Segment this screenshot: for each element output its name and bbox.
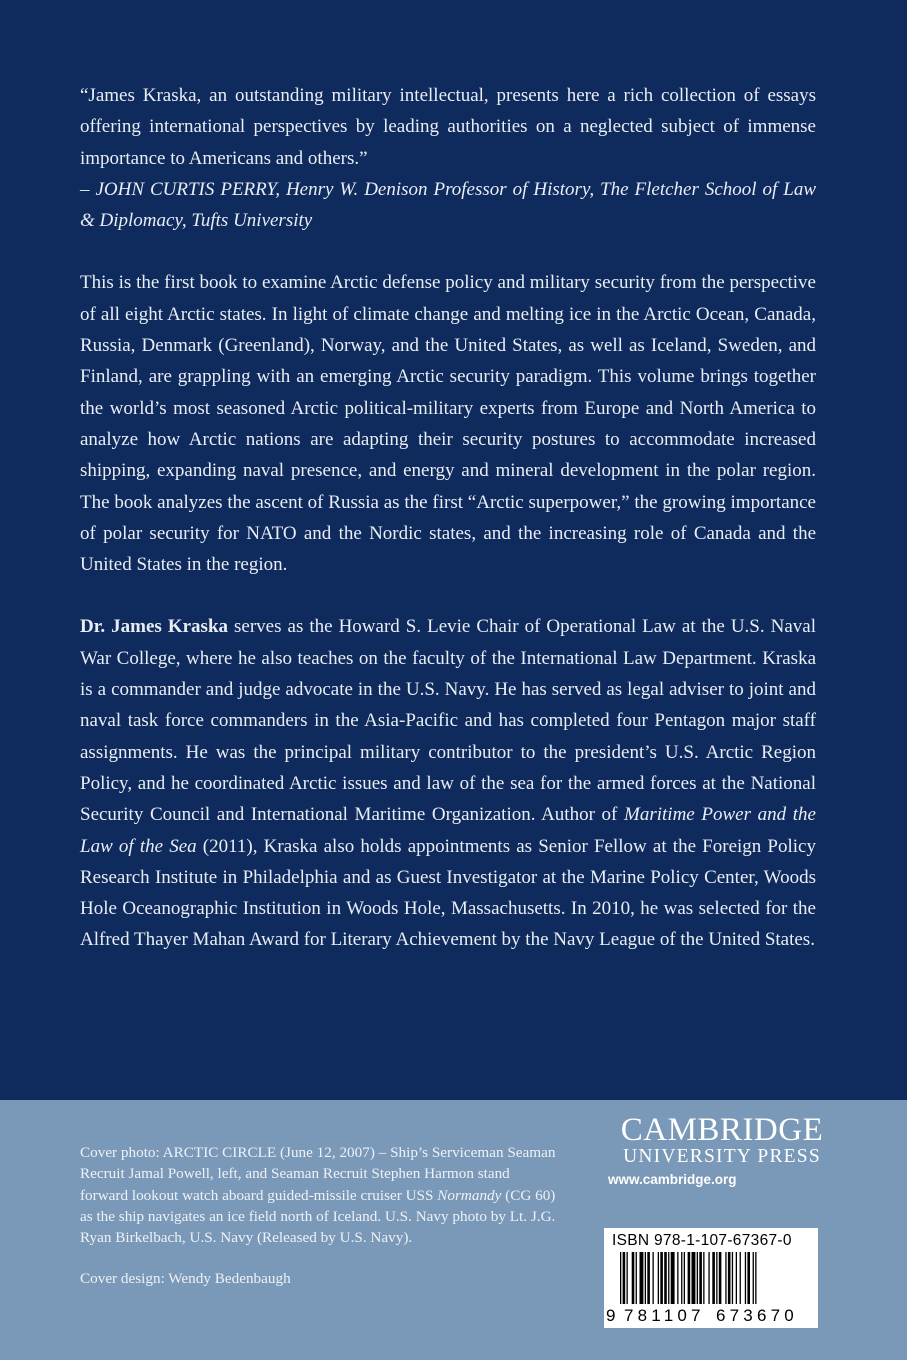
cover-design-credit: Cover design: Wendy Bedenbaugh [80,1270,291,1288]
barcode-bar [664,1252,667,1304]
quote-text: “James Kraska, an outstanding military intellectual, presents here a rich collection of essays offering international perspectives by leading authorities on a neglected subject of immense importance to Americans and others.” [80,85,816,169]
bio-part2: (2011), Kraska also holds appointments as Senior Fellow at the Foreign Policy Research Institute in Philadelphia and as Guest Investigator at the Marine Policy Center, Woods Hole Oceanographic Institution in Woods Hole, Massachusetts. In 2010, he was selected for the Alfred Thayer Mahan Award for Literary Achievement by the Navy League of the United States. [80,835,816,951]
credits [80,1142,560,1290]
barcode-digit-lead: 9 [606,1306,616,1325]
barcode-block [604,1228,818,1328]
barcode-bar [681,1252,682,1304]
barcode-bar [712,1252,715,1304]
barcode-bar [636,1252,637,1304]
text-column [80,80,816,956]
ship-name: Normandy [437,1186,502,1204]
barcode-bar [688,1252,691,1304]
barcode-bar [623,1252,626,1304]
barcode-bar [708,1252,709,1304]
barcode-bar [703,1252,704,1304]
barcode-bar [660,1252,663,1304]
barcode-bar [699,1252,702,1304]
barcode-bar [736,1252,737,1304]
photo-credit-part1: Cover photo: ARCTIC CIRCLE (June 12, 2007) – Ship’s Serviceman Seaman Recruit Jamal Powell, left, and Seaman Recruit Stephen Harmon stand forward lookout watch aboard guided-missile cruiser USS [80,1144,556,1204]
barcode-bar [632,1252,635,1304]
barcode-digits-right: 673670 [716,1306,798,1325]
barcode-bar [658,1252,659,1304]
barcode-bar [668,1252,669,1304]
publisher-logo [606,1114,838,1187]
barcode-bar [645,1252,646,1304]
publisher-press: UNIVERSITY PRESS [623,1146,821,1167]
barcode-bar [620,1252,621,1304]
barcode-bar [747,1252,750,1304]
isbn-label: ISBN 978-1-107-67367-0 [612,1232,792,1249]
quote-attribution: – JOHN CURTIS PERRY, Henry W. Denison Professor of History, The Fletcher School of Law & Diplomacy, Tufts University [80,178,816,232]
barcode-bar [677,1252,678,1304]
barcode-bar [640,1252,644,1304]
publisher-name: CAMBRIDGE [620,1112,824,1148]
barcode-bar [755,1252,756,1304]
book-description: This is the first book to examine Arctic defense policy and military security from the perspective of all eight Arctic states. In light of climate change and melting ice in the Arctic Ocean, Canada, Russia, Denmark (Greenland), Norway, and the United States, as well as Iceland, Sweden, and Finland, are grappling with an emerging Arctic security paradigm. This volume brings together the world’s most seasoned Arctic political-military experts from Europe and North America to analyze how Arctic nations are adapting their security postures to accommodate increased shipping, expanding naval presence, and energy and mineral development in the polar region. The book analyzes the ascent of Russia as the first “Arctic superpower,” the growing importance of polar security for NATO and the Nordic states, and the increasing role of Canada and the United States in the region. [80,272,816,576]
publisher-url: www.cambridge.org [608,1172,737,1187]
barcode-bar [653,1252,654,1304]
endorsement-quote [80,80,816,236]
barcode-bar [753,1252,754,1304]
barcode-bar [697,1252,698,1304]
barcode-bar [627,1252,628,1304]
barcode-bars [610,1252,812,1308]
author-bio [80,611,816,955]
photo-credit-part2: (CG 60) as the ship navigates an ice field north of Iceland. U.S. Navy photo by Lt. J.G. Ryan Birkelbach, U.S. Navy (Released by U.S. Navy). [80,1186,556,1247]
barcode-bar [719,1252,722,1304]
author-name: Dr. James Kraska [80,616,229,638]
barcode-bar [692,1252,696,1304]
barcode-bar [740,1252,741,1304]
bio-part1: serves as the Howard S. Levie Chair of Operational Law at the U.S. Naval War College, where he also teaches on the faculty of the International Law Department. Kraska is a commander and judge advocate in the U.S. Navy. He has served as legal adviser to joint and naval task force commanders in the Asia-Pacific and has completed four Pentagon major staff assignments. He was the principal military contributor to the president’s U.S. Arctic Region Policy, and he coordinated Arctic issues and law of the sea for the armed forces at the National Security Council and International Maritime Organization. Author of [80,616,816,826]
barcode-bar [725,1252,726,1304]
photo-credit [80,1142,560,1248]
barcode-bar [745,1252,746,1304]
barcode-digits-left: 781107 [624,1306,705,1325]
barcode-bar [732,1252,733,1304]
barcode-bar [647,1252,650,1304]
barcode-bar [728,1252,731,1304]
barcode-bar [716,1252,717,1304]
barcode-bar [671,1252,675,1304]
barcode-bar [684,1252,685,1304]
bio-book-title: Maritime Power and the Law of the Sea [80,804,816,857]
